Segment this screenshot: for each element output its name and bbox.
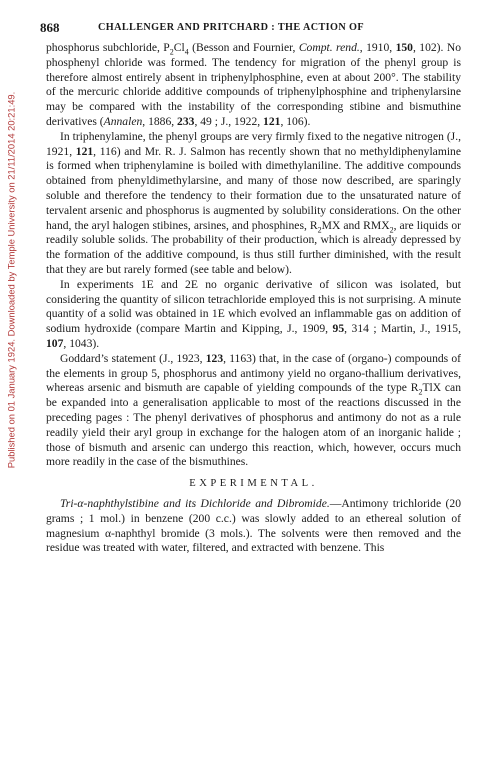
- volume-number: 121: [75, 144, 94, 158]
- paragraph: Goddard’s statement (J., 1923, 123, 1163) that, in the case of (organo-) compounds of the elements in group 5, phosphorus and antimony yield no organo-thallium derivatives, whereas arsenic and bismuth are capable of yielding compounds of the type $R_2TlX$ can be expanded into a generalisation applicable to most of the reactions discussed in the preceding pages : The phenyl derivatives of phosphorus and antimony do not as a rule readily yield their aryl group in exchange for the halogen atom of an inorganic halide ; those of bismuth and arsenic can undergo this reaction, which, however, occurs much more readily in the case of the bismuthines.: [46, 351, 462, 469]
- subscript: 2: [418, 387, 423, 397]
- subscript: 2: [389, 224, 394, 234]
- section-heading: EXPERIMENTAL.: [189, 478, 318, 490]
- volume-number: 123: [205, 351, 224, 365]
- italic-text: Annalen: [103, 114, 143, 128]
- italic-text: Compt. rend.: [298, 41, 360, 54]
- volume-number: 121: [263, 114, 281, 128]
- page-header: [40, 20, 460, 36]
- subscript: 2: [169, 47, 174, 57]
- paragraph: phosphorus subchloride, $P_2Cl_4$ (Besson and Fournier, Compt. rend., 1910, 150, 102). No phosphenyl chloride was formed. The tendency for migration of the phenyl group is therefore almost entirely absent in triphenylphosphine, even at about 200°. The stability of the mercuric chloride additive compounds of triphenylphosphine and triphenylarsine may be compared with the instability of the corresponding stibine and bismuthine derivatives (Annalen, 1886, 233, 49 ; J., 1922, 121, 106).: [46, 41, 462, 128]
- volume-number: 95: [332, 322, 345, 336]
- volume-number: 107: [46, 336, 64, 350]
- volume-number: 233: [177, 114, 195, 128]
- download-note: Published on 01 January 1924. Downloaded by Temple University on 21/11/2014 20:21:49.: [5, 91, 17, 469]
- page-number: 868: [40, 20, 60, 35]
- article-body: [46, 41, 461, 556]
- italic-text: Tri-α-naphthylstibine and its Dichloride and Dibromide.: [60, 496, 330, 510]
- paragraph: In triphenylamine, the phenyl groups are very firmly fixed to the negative nitrogen (J., 1921, 121, 116) and Mr. R. J. Salmon has recently shown that no methyldiphenylamine is formed when triphenylamine is boiled with dimethylaniline. The additive compounds obtained from phenyldimethylarsine, and many of those now described, are sparingly soluble and therefore the tendency to their formation due to the unsaturated nature of tervalent arsenic and phosphorus is augmented by solubility considerations. On the other hand, the aryl halogen stibines, arsines, and phosphines, $R_2MX$ and $RMX_2$, are liquids or readily soluble solids. The probability of their production, which is already depressed by the formation of the additive compound, is thus still further diminished, with the result that they are but rarely formed (see table and below).: [46, 129, 461, 276]
- subscript: 2: [317, 224, 322, 234]
- paragraph: In experiments 1E and 2E no organic derivative of silicon was isolated, but considering the quantity of silicon tetrachloride employed this is not surprising. A minute quantity of a solid was obtained in 1E which evolved an inflammable gas on addition of sodium hydroxide (compare Martin and Kipping, J., 1909, 95, 314 ; Martin, J., 1915, 107, 1043).: [46, 277, 461, 350]
- volume-number: 150: [395, 41, 413, 54]
- running-title: CHALLENGER AND PRITCHARD : THE ACTION OF: [98, 22, 364, 33]
- subscript: 4: [184, 47, 189, 57]
- download-watermark: [0, 60, 22, 500]
- experimental-paragraph: Tri-α-naphthylstibine and its Dichloride and Dibromide.—Antimony trichloride (20 grams ; 1 mol.) in benzene (200 c.c.) was slowly added to an ethereal solution of magnesium α-naphthyl bromide (3 mols.). The solvents were then removed and the residue was treated with water, filtered, and extracted with benzene. This: [46, 496, 462, 555]
